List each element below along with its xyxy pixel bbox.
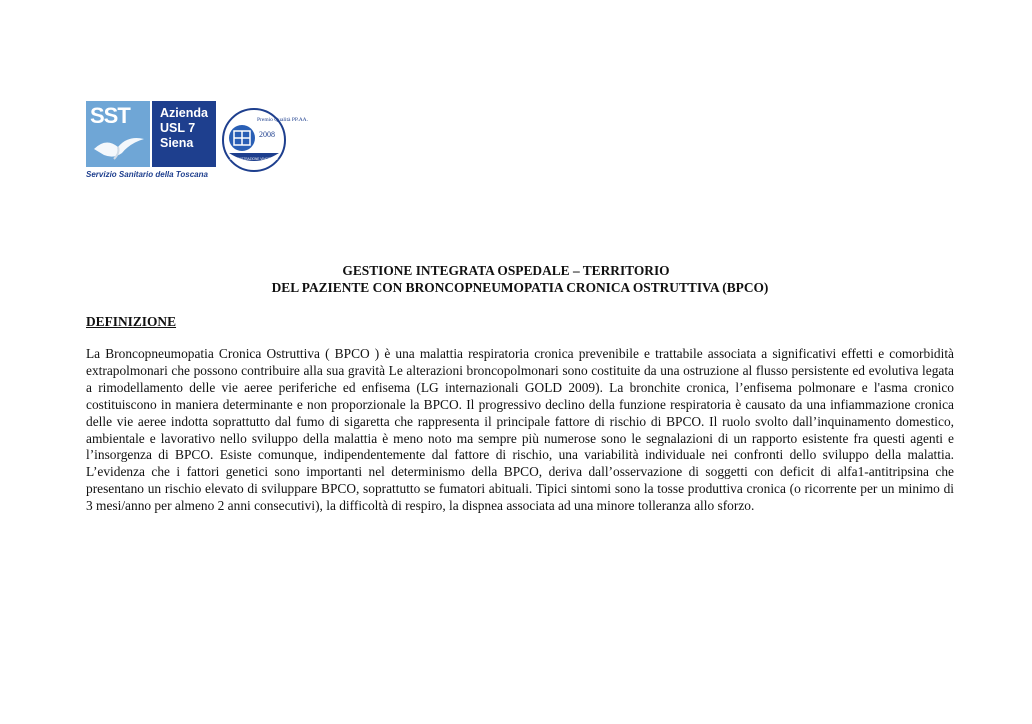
section-heading: DEFINIZIONE — [86, 314, 177, 329]
seal-bottom-text: AMMINISTRAZIONE VINCITRICE — [229, 157, 279, 161]
document-title-line-1: GESTIONE INTEGRATA OSPEDALE – TERRITORIO — [342, 263, 670, 278]
azienda-logo — [152, 101, 216, 167]
azienda-line-3: Siena — [160, 136, 194, 150]
seal-year: 2008 — [259, 130, 275, 139]
premio-qualita-seal-icon — [221, 107, 309, 173]
azienda-line-1: Azienda — [160, 106, 208, 120]
sst-logo-text: SST — [90, 103, 130, 128]
seagull-icon — [92, 129, 146, 165]
definition-paragraph: La Broncopneumopatia Cronica Ostruttiva ( BPCO ) è una malattia respiratoria cronica prevenibile e trattabile associata a significativi effetti e comorbidità extrapolmonari che possono contribuire alla sua gravità Le alterazioni broncopolmonari sono costituite da una ostruzione al flusso persistente ed evolutiva legata a rimodellamento delle vie aeree periferiche ed enfisema (LG internazionali GOLD 2009). La bronchite cronica, l’enfisema polmonare e l'asma cronico costituiscono in maniera determinante e non proporzionale la BPCO. Il progressivo declino della funzione respiratoria è causato da una infiammazione cronica delle vie aeree indotta soprattutto dal fumo di sigaretta che rappresenta il principale fattore di rischio di BPCO. Il ruolo svolto dall’inquinamento domestico, ambientale e lavorativo nello sviluppo della malattia è meno noto ma sempre più numerose sono le segnalazioni di un rapporto esistente fra questi agenti e l’insorgenza di BPCO. Esiste comunque, indipendentemente dal fattore di rischio, una variabilità individuale nei confronti dello sviluppo della malattia. L’evidenza che i fattori genetici sono importanti nel determinismo della BPCO, deriva dall’osservazione di soggetti con deficit di alfa1-antitripsina che presentano un rischio elevato di sviluppare BPCO, soprattutto se fumatori abituali. Tipici sintomi sono la tosse produttiva cronica (o ricorrente per un minimo di 3 mesi/anno per almeno 2 anni consecutivi), la difficoltà di respiro, la dispnea associata ad una minore tolleranza allo sforzo. — [86, 346, 954, 514]
header-logo — [86, 101, 309, 183]
servizio-sanitario-label: Servizio Sanitario della Toscana — [86, 170, 208, 179]
document-title-line-2: DEL PAZIENTE CON BRONCOPNEUMOPATIA CRONICA OSTRUTTIVA (BPCO) — [271, 280, 769, 295]
sst-logo — [86, 101, 150, 167]
seal-top-text: Premio Qualità PP.AA. — [257, 117, 309, 123]
azienda-line-2: USL 7 — [160, 121, 196, 135]
